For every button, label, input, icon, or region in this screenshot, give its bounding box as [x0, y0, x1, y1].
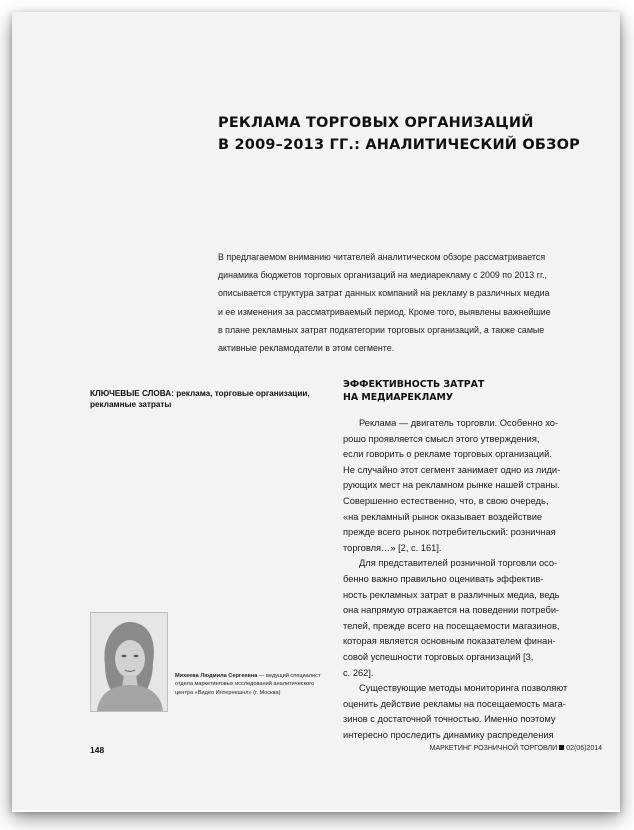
author-department: отдела маркетинговых исследований аналитического [175, 681, 315, 688]
body-line: бенно важно правильно оценивать эффектив- [343, 573, 544, 584]
keywords-label: КЛЮЧЕВЫЕ СЛОВА: [90, 389, 174, 398]
keywords-block [90, 388, 310, 410]
body-line: Существующие методы мониторинга позволяют [359, 683, 568, 694]
magazine-page [12, 12, 620, 810]
body-line: она напрямую отражается на поведении потреби- [343, 605, 560, 616]
body-line: совой успешности торговых организаций [3, [343, 651, 534, 662]
lead-line: динамика бюджетов торговых организаций на медиарекламу с 2009 по 2013 гг., [218, 270, 548, 281]
body-column [343, 416, 613, 743]
article-lead [218, 248, 602, 357]
author-caption [175, 672, 345, 697]
lead-line: активные рекламодатели в этом сегменте. [218, 343, 395, 354]
author-photo [90, 612, 168, 712]
keywords-line: рекламные затраты [90, 400, 172, 409]
body-line: с. 262]. [343, 667, 374, 678]
author-organization: центра «Видео Интернешнл» (г. Москва) [175, 689, 281, 696]
section-heading-line: ЭФФЕКТИВНОСТЬ ЗАТРАТ [343, 379, 485, 390]
body-line: Совершенно естественно, что, в свою очередь, [343, 495, 549, 506]
journal-issue: 02(06)2014 [566, 745, 602, 752]
title-line: РЕКЛАМА ТОРГОВЫХ ОРГАНИЗАЦИЙ [218, 115, 534, 131]
body-line: Реклама — двигатель торговли. Особенно хо- [359, 418, 559, 428]
section-heading [343, 378, 603, 404]
author-role: — ведущий специалист [257, 673, 321, 679]
lead-line: описывается структура затрат данных компаний на рекламу в различных медиа [218, 288, 550, 299]
body-line: «на рекламный рынок оказывает воздействие [343, 511, 543, 522]
body-line: торговля…» [2, с. 161]. [343, 542, 442, 553]
body-line: если говорить о рекламе торговых организаций. [343, 449, 552, 460]
page-number: 148 [90, 745, 105, 755]
body-line: прежде всего рынок потребительский: розничная [343, 527, 556, 538]
body-line: оценить действие рекламы на посещаемость мага- [343, 698, 566, 709]
body-line: ность рекламных затрат в различных медиа, ведь [343, 589, 560, 600]
lead-line: и ее изменения за рассматриваемый период. Кроме того, выявлены важнейшие [218, 306, 551, 317]
section-heading-line: НА МЕДИАРЕКЛАМУ [343, 392, 454, 403]
body-line: Не случайно этот сегмент занимает одно из лиди- [343, 464, 561, 475]
title-line: В 2009–2013 ГГ.: АНАЛИТИЧЕСКИЙ ОБЗОР [218, 137, 580, 153]
lead-line: в плане рекламных затрат подкатегории торговых организаций, а также самые [218, 324, 545, 335]
body-line: рующих мест на рекламном рынке нашей страны. [343, 480, 560, 491]
body-line: зинов с достаточной точностью. Именно поэтому [343, 714, 556, 725]
author-name: Михеева Людмила Сергеевна [175, 673, 258, 679]
journal-footer [430, 745, 602, 752]
square-separator-icon [559, 745, 564, 750]
body-line: которая является основным показателем финан- [343, 636, 556, 647]
body-line: интересно проследить динамику распределения [343, 729, 554, 740]
keywords-line: реклама, торговые организации, [176, 389, 310, 398]
article-title [218, 112, 598, 156]
lead-line: В предлагаемом вниманию читателей аналитическом обзоре рассматривается [218, 252, 546, 262]
journal-name: МАРКЕТИНГ РОЗНИЧНОЙ ТОРГОВЛИ [429, 745, 558, 752]
body-line: рошо проявляется смысл этого утверждения, [343, 433, 540, 444]
body-line: телей, прежде всего на посещаемости магазинов, [343, 620, 560, 631]
body-line: Для представителей розничной торговли осо- [359, 558, 558, 569]
author-portrait-icon [91, 613, 167, 711]
